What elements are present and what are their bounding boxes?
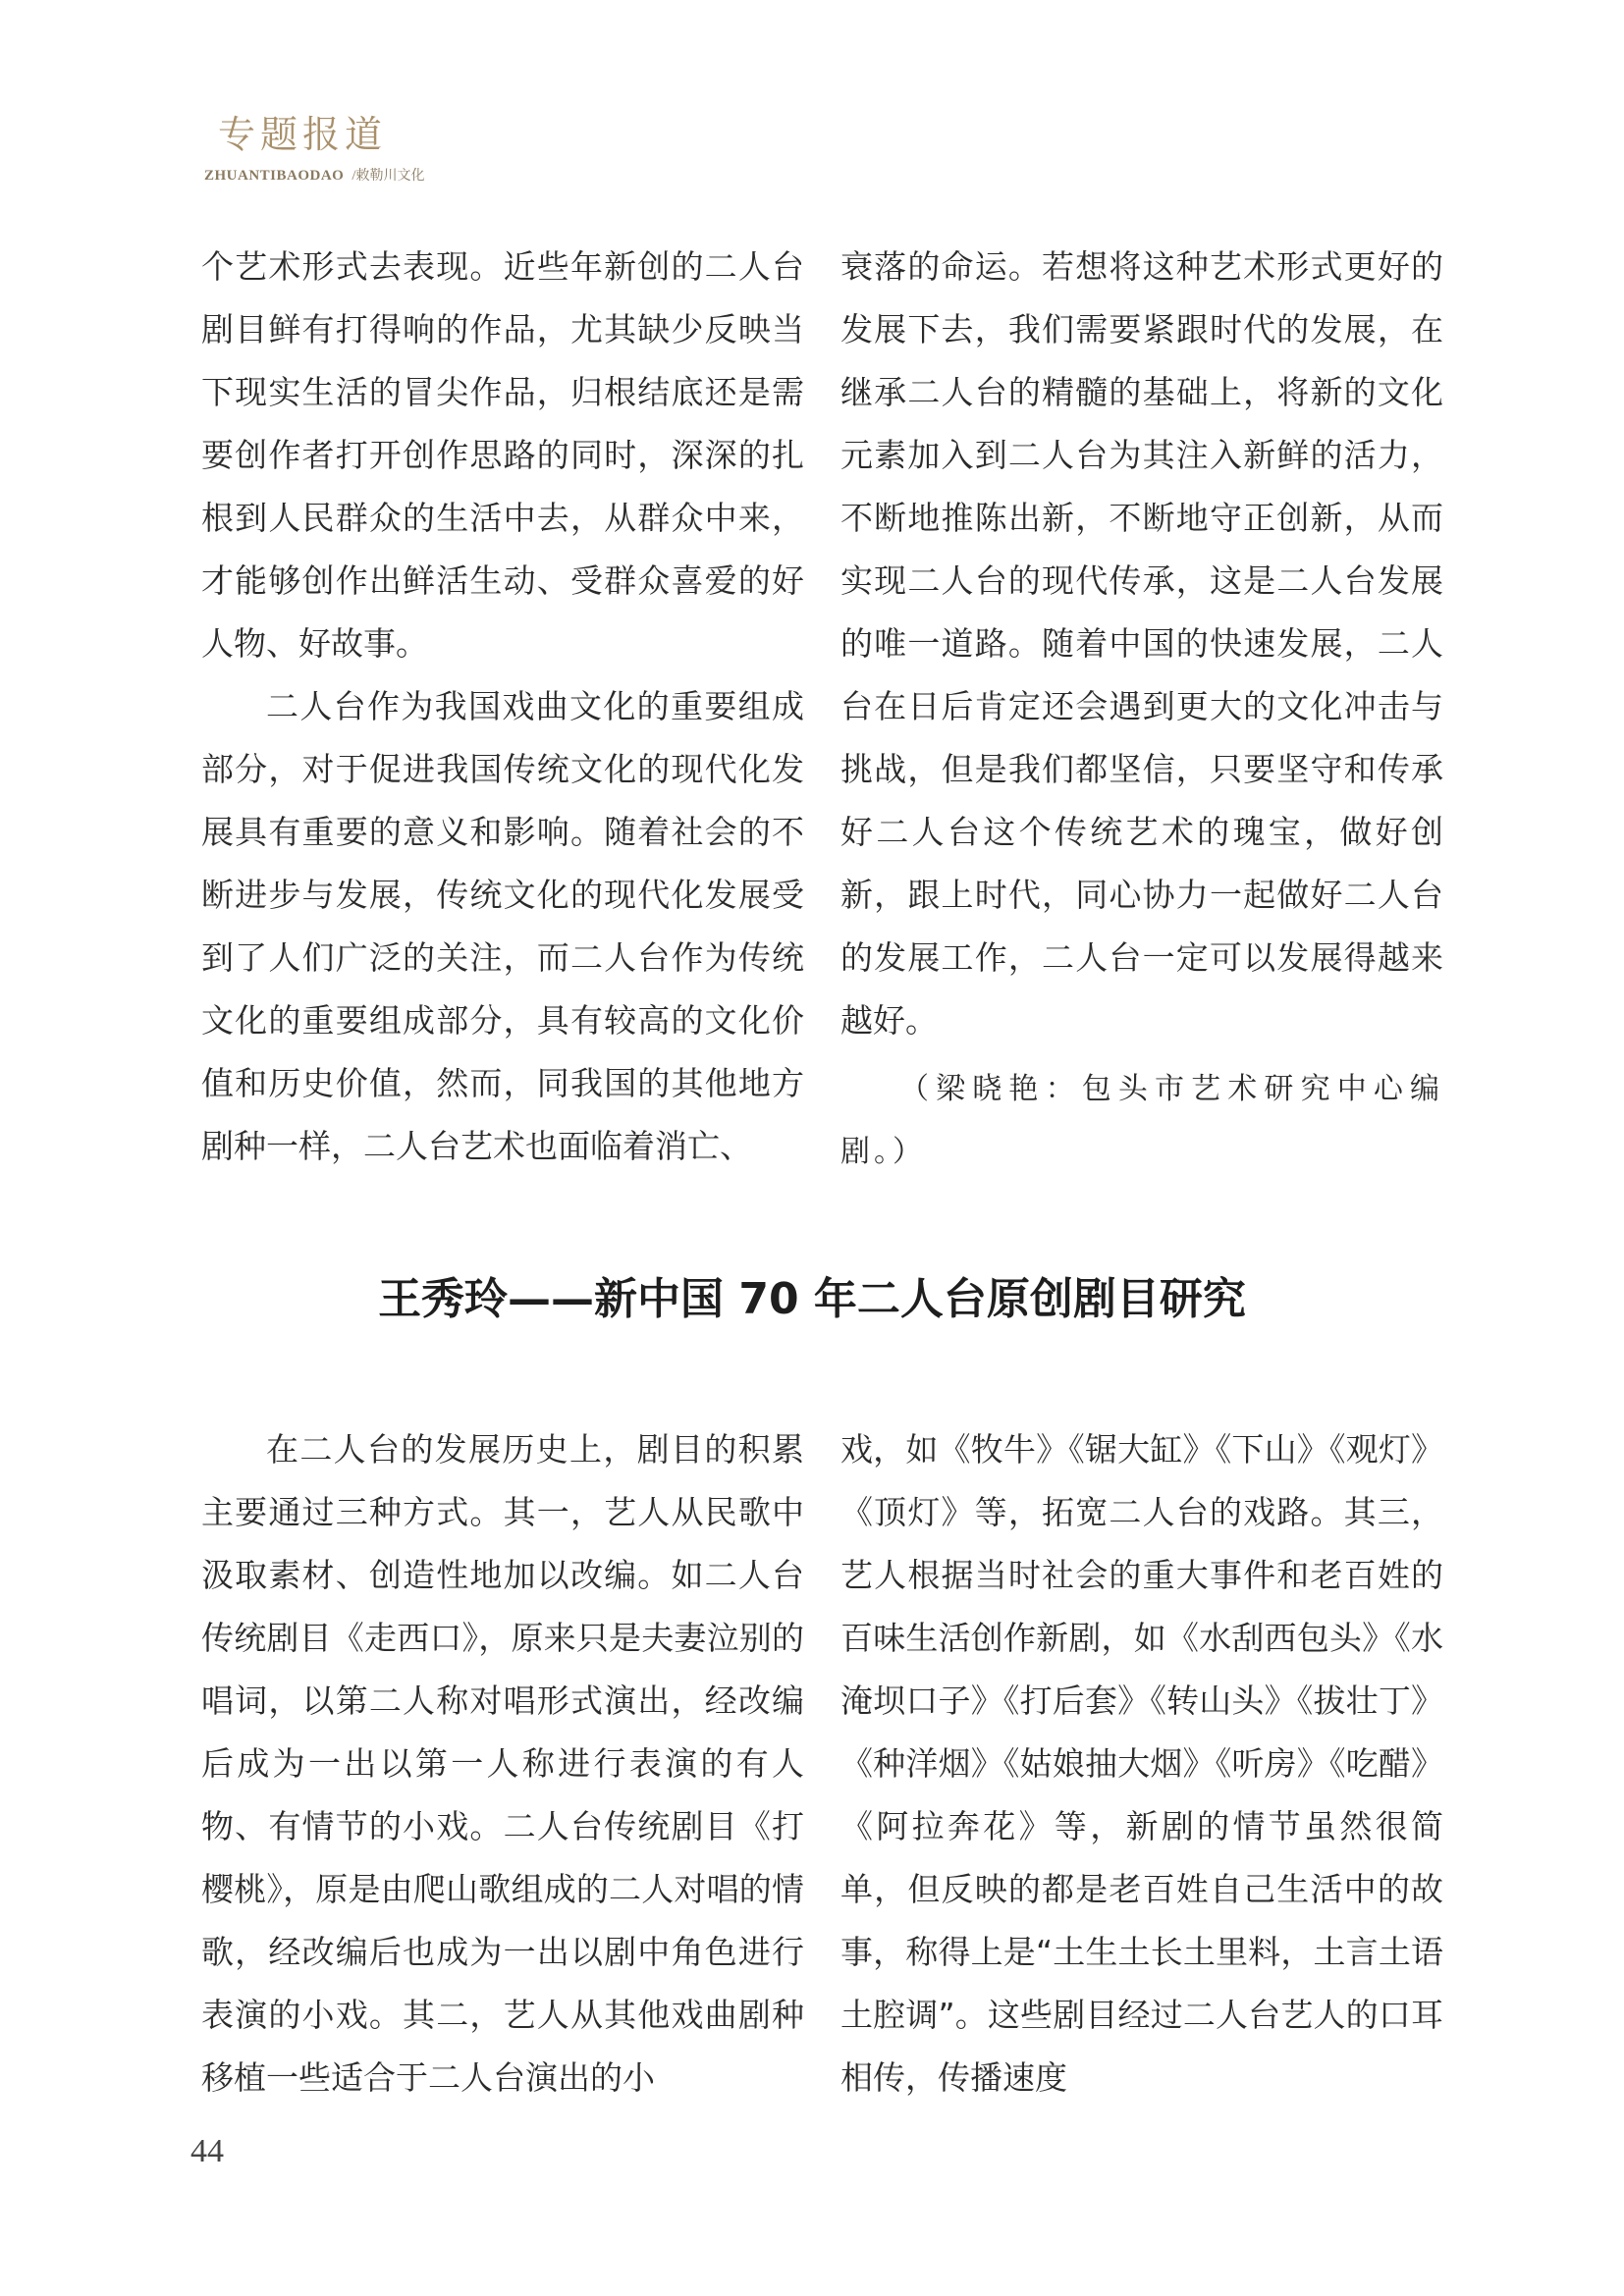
page-number: 44	[190, 2133, 224, 2169]
paragraph: 个艺术形式去表现。近些年新创的二人台剧目鲜有打得响的作品，尤其缺少反映当下现实生活的冒尖作品，归根结底还是需要创作者打开创作思路的同时，深深的扎根到人民群众的生活中去，从群众中来，才能够创作出鲜活生动、受群众喜爱的好人物、好故事。	[201, 247, 804, 663]
article-title: 王秀玲——新中国 70 年二人台原创剧目研究	[378, 1274, 1246, 1324]
article2-column-right	[840, 1418, 1443, 2109]
section-latin: ZHUANTIBAODAO	[204, 168, 345, 184]
paragraph: 在二人台的发展历史上，剧目的积累主要通过三种方式。其一，艺人从民歌中汲取素材、创造性地加以改编。如二人台传统剧目《走西口》，原来只是夫妻泣别的唱词，以第二人称对唱形式演出，经改编后成为一出以第一人称进行表演的有人物、有情节的小戏。二人台传统剧目《打樱桃》，原是由爬山歌组成的二人对唱的情歌，经改编后也成为一出以剧中角色进行表演的小戏。其二，艺人从其他戏曲剧种移植一些适合于二人台演出的小	[201, 1430, 804, 2097]
article1-column-right	[840, 236, 1443, 1184]
section-sub-name: 敕勒川文化	[355, 169, 425, 184]
paragraph: 戏，如《牧牛》《锯大缸》《下山》《观灯》《顶灯》等，拓宽二人台的戏路。其三，艺人根据当时社会的重大事件和老百姓的百味生活创作新剧，如《水刮西包头》《水淹坝口子》《打后套》《转山头》《拔壮丁》《种洋烟》《姑娘抽大烟》《听房》《吃醋》《阿拉奔花》等，新剧的情节虽然很简单，但反映的都是老百姓自己生活中的故事，称得上是“土生土长土里料，土言土语土腔调”。这些剧目经过二人台艺人的口耳相传，传播速度	[840, 1430, 1443, 2097]
section-title: 专题报道	[218, 113, 388, 156]
section-slash: /	[352, 168, 356, 184]
paragraph: 二人台作为我国戏曲文化的重要组成部分，对于促进我国传统文化的现代化发展具有重要的意义和影响。随着社会的不断进步与发展，传统文化的现代化发展受到了人们广泛的关注，而二人台作为传统文化的重要组成部分，具有较高的文化价值和历史价值，然而，同我国的其他地方剧种一样，二人台艺术也面临着消亡、	[201, 687, 804, 1165]
article1-column-left	[201, 236, 804, 1178]
author-signature: （梁晓艳：包头市艺术研究中心编剧。）	[840, 1072, 1443, 1169]
section-subtitle	[204, 169, 425, 184]
paragraph: 衰落的命运。若想将这种艺术形式更好的发展下去，我们需要紧跟时代的发展，在继承二人台的精髓的基础上，将新的文化元素加入到二人台为其注入新鲜的活力，不断地推陈出新，不断地守正创新，从而实现二人台的现代传承，这是二人台发展的唯一道路。随着中国的快速发展，二人台在日后肯定还会遇到更大的文化冲击与挑战，但是我们都坚信，只要坚守和传承好二人台这个传统艺术的瑰宝，做好创新，跟上时代，同心协力一起做好二人台的发展工作，二人台一定可以发展得越来越好。	[840, 247, 1443, 1040]
article2-column-left	[201, 1418, 804, 2109]
